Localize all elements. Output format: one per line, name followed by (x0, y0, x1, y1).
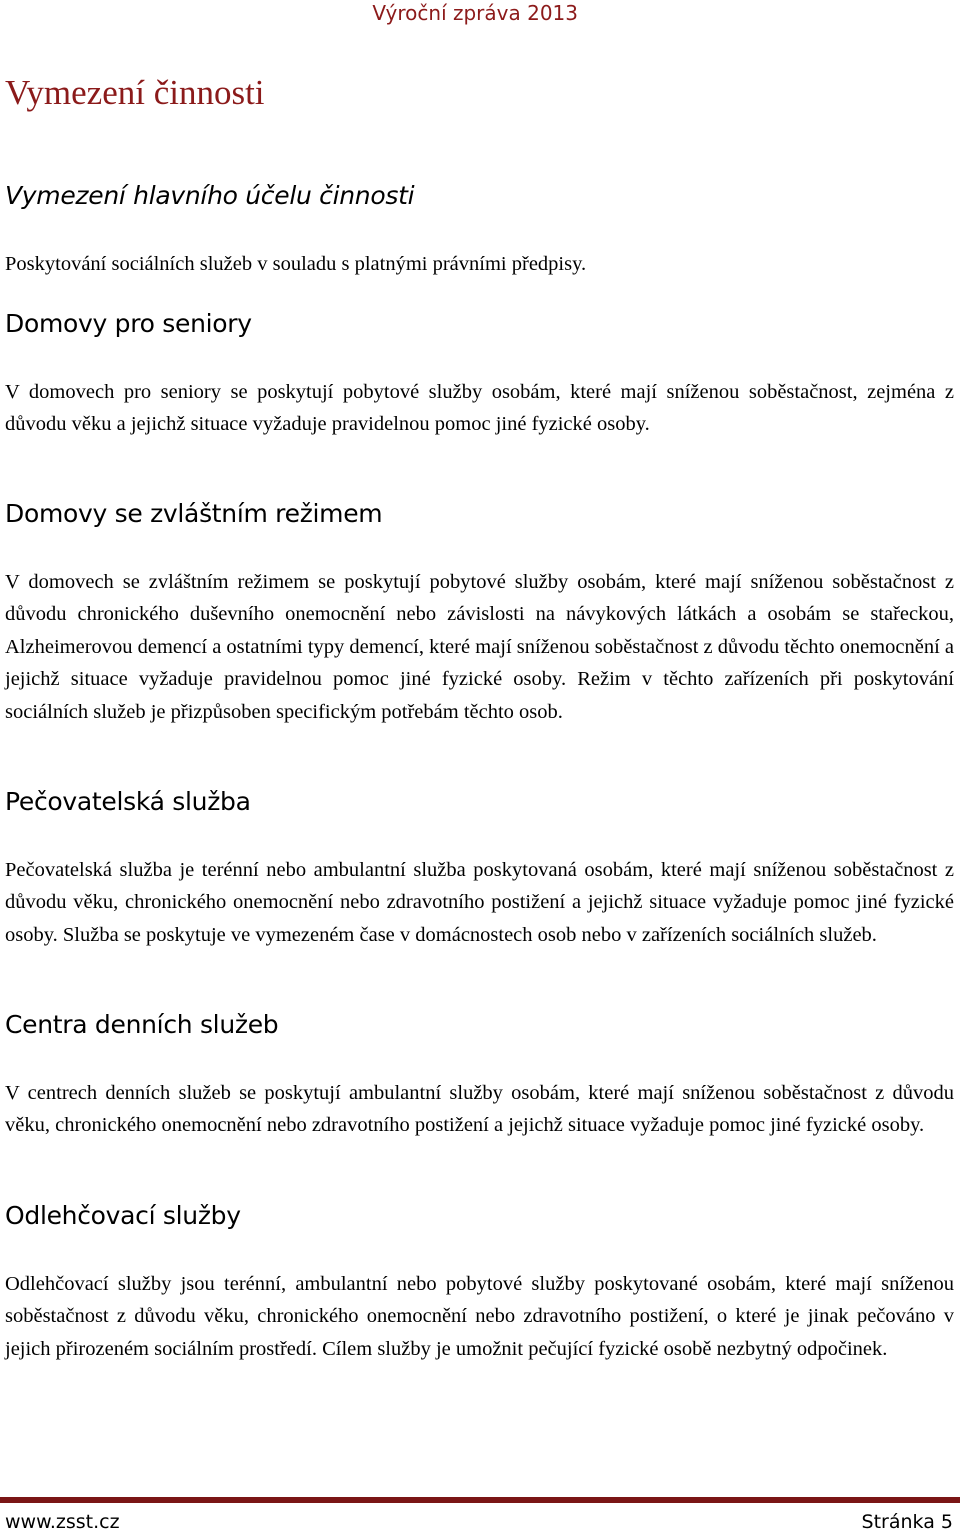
section-paragraph: V centrech denních služeb se poskytují ambulantní služby osobám, které mají sníženou soběstačnost z důvodu věku, chronického onemocnění nebo zdravotního postižení a jejichž situace vyžaduje pomoc jiné fyzické osoby. (5, 1082, 954, 1137)
section-heading: Pečovatelská služba (5, 787, 251, 816)
page-header: Výroční zpráva 2013 (372, 1, 578, 25)
section-heading: Odlehčovací služby (5, 1201, 241, 1230)
section-paragraph: Poskytování sociálních služeb v souladu s platnými právními předpisy. (5, 253, 587, 275)
section-day-service-centers (5, 1009, 954, 1142)
section-paragraph: Odlehčovací služby jsou terénní, ambulantní nebo pobytové služby poskytované osobám, které mají sníženou soběstačnost z důvodu věku, chronického onemocnění nebo zdravotního postižení, o které je jinak pečováno v jejich přirozeném sociálním prostředí. Cílem služby je umožnit pečující fyzické osobě nezbytný odpočinek. (5, 1273, 954, 1360)
footer-page-number: Stránka 5 (861, 1511, 953, 1533)
section-respite-services (5, 1200, 954, 1365)
section-paragraph: V domovech se zvláštním režimem se poskytují pobytové služby osobám, které mají sníženou soběstačnost z důvodu chronického duševního onemocnění nebo závislosti na návykových látkách a osobám se stařeckou, Alzheimerovou demencí a ostatními typy demencí, které mají sníženou soběstačnost z důvodu těchto onemocnění a jejichž situace vyžaduje pravidelnou pomoc jiné fyzické osoby. Režim v těchto zařízeních při poskytování sociálních služeb je přizpůsoben specifickým potřebám těchto osob. (5, 571, 954, 723)
section-care-service (5, 786, 954, 951)
section-heading: Domovy pro seniory (5, 309, 252, 338)
section-main-purpose (5, 180, 954, 280)
section-heading: Centra denních služeb (5, 1010, 279, 1039)
section-heading: Domovy se zvláštním režimem (5, 499, 383, 528)
section-heading: Vymezení hlavního účelu činnosti (5, 181, 415, 210)
footer-divider (0, 1497, 960, 1503)
footer-website: www.zsst.cz (5, 1511, 120, 1533)
section-paragraph: Pečovatelská služba je terénní nebo ambulantní služba poskytovaná osobám, které mají sníženou soběstačnost z důvodu věku, chronického onemocnění nebo zdravotního postižení a jejichž situace vyžaduje pomoc jiné fyzické osoby. Služba se poskytuje ve vymezeném čase v domácnostech osob nebo v zařízeních sociálních služeb. (5, 859, 954, 946)
section-homes-for-seniors (5, 308, 954, 441)
page-title: Vymezení činnosti (5, 73, 265, 112)
section-paragraph: V domovech pro seniory se poskytují pobytové služby osobám, které mají sníženou soběstačnost, zejména z důvodu věku a jejichž situace vyžaduje pravidelnou pomoc jiné fyzické osoby. (5, 381, 954, 436)
section-special-regime-homes (5, 498, 954, 728)
